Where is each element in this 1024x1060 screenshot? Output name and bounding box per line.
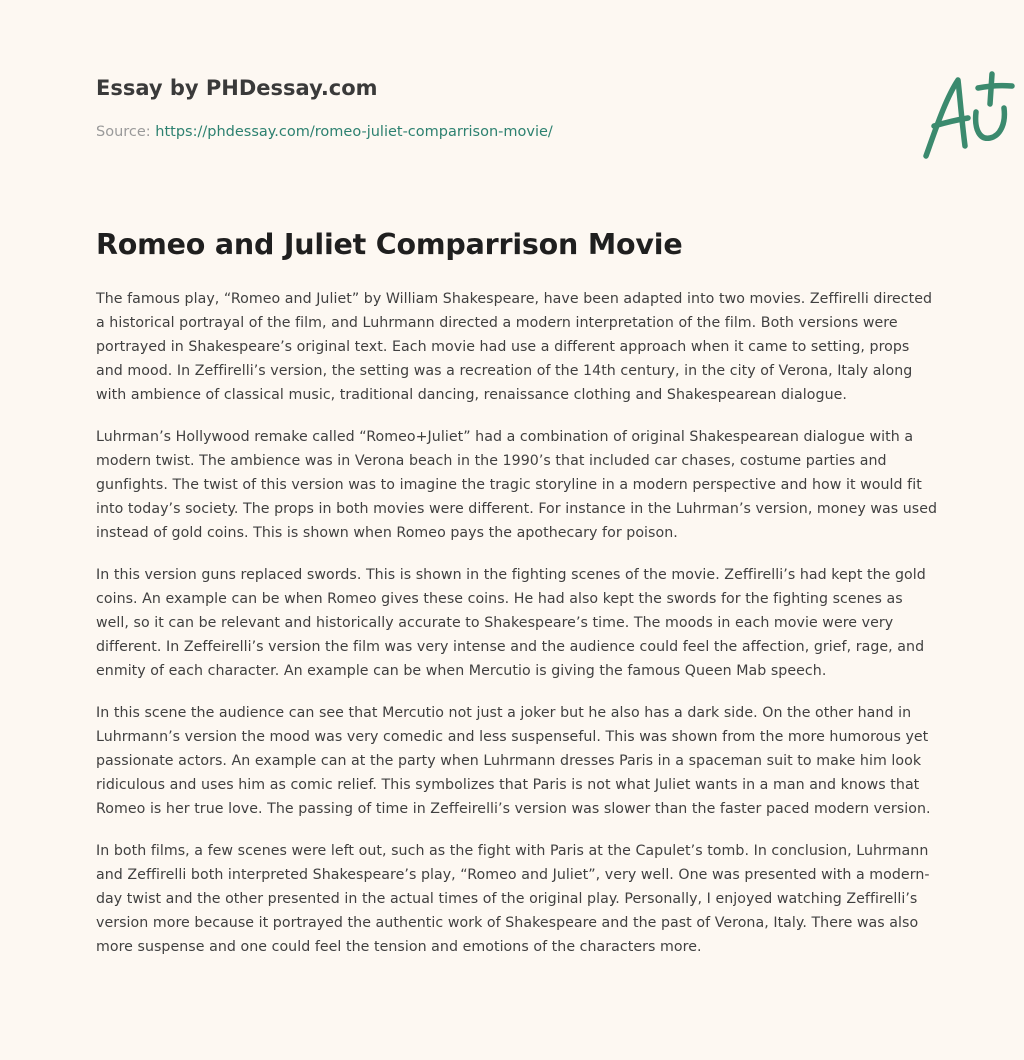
paragraph: In this scene the audience can see that Mercutio not just a joker but he also has a dark side. On the other hand in Luhrmann’s version the mood was very comedic and less suspenseful. This was shown from the more humorous yet passionate actors. An example can at the party when Luhrmann dresses Paris in a spaceman suit to make him look ridiculous and uses him as comic relief. This symbolizes that Paris is not what Juliet wants in a man and knows that Romeo is her true love. The passing of time in Zeffeirelli’s version was slower than the faster paced modern version.	[96, 705, 931, 817]
essay-title: Romeo and Juliet Comparrison Movie	[96, 228, 683, 261]
paragraph: The famous play, “Romeo and Juliet” by William Shakespeare, have been adapted into two movies. Zeffirelli directed a historical portrayal of the film, and Luhrmann directed a modern interpretation of the film. Both versions were portrayed in Shakespeare’s original text. Each movie had use a different approach when it came to setting, props and mood. In Zeffirelli’s version, the setting was a recreation of the 14th century, in the city of Verona, Italy along with ambience of classical music, traditional dancing, renaissance clothing and Shakespearean dialogue.	[96, 291, 933, 403]
source-line	[96, 124, 553, 140]
source-label: Source:	[96, 124, 156, 140]
paragraph: In this version guns replaced swords. This is shown in the fighting scenes of the movie. Zeffirelli’s had kept the gold coins. An example can be when Romeo gives these coins. He had also kept the swords for the fighting scenes as well, so it can be relevant and historically accurate to Shakespeare’s time. The moods in each movie were very different. In Zeffeirelli’s version the film was very intense and the audience could feel the affection, grief, rage, and enmity of each character. An example can be when Mercutio is giving the famous Queen Mab speech.	[96, 567, 926, 679]
source-link[interactable]: https://phdessay.com/romeo-juliet-comparrison-movie/	[155, 124, 553, 140]
paragraph: Luhrman’s Hollywood remake called “Romeo+Juliet” had a combination of original Shakespearean dialogue with a modern twist. The ambience was in Verona beach in the 1990’s that included car chases, costume parties and gunfights. The twist of this version was to imagine the tragic storyline in a modern perspective and how it would fit into today’s society. The props in both movies were different. For instance in the Luhrman’s version, money was used instead of gold coins. This is shown when Romeo pays the apothecary for poison.	[96, 429, 938, 541]
a-plus-logo-icon	[918, 68, 1024, 168]
essay-body	[96, 287, 938, 977]
brand-title: Essay by PHDessay.com	[96, 76, 378, 100]
paragraph: In both films, a few scenes were left out, such as the fight with Paris at the Capulet’s tomb. In conclusion, Luhrmann and Zeffirelli both interpreted Shakespeare’s play, “Romeo and Juliet”, very well. One was presented with a modern-day twist and the other presented in the actual times of the original play. Personally, I enjoyed watching Zeffirelli’s version more because it portrayed the authentic work of Shakespeare and the past of Verona, Italy. There was also more suspense and one could feel the tension and emotions of the characters more.	[96, 843, 930, 955]
